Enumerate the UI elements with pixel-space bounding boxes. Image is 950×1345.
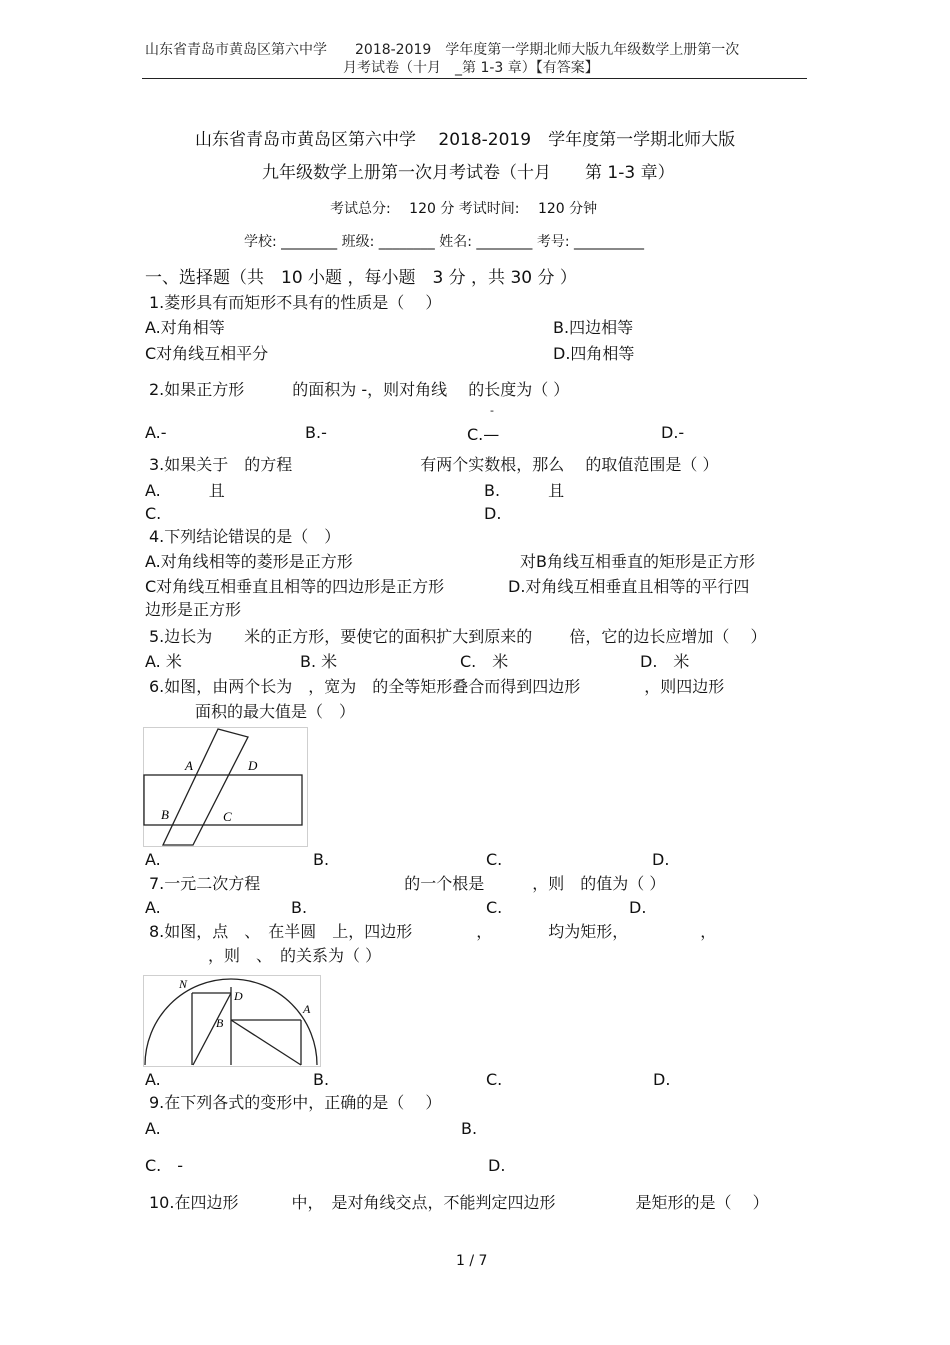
q6-option-b: B.	[313, 850, 330, 869]
q9-option-a: A.	[145, 1119, 161, 1138]
q2-option-c-mark: -	[490, 404, 494, 417]
q1-option-b: B.四边相等	[553, 318, 634, 337]
q8-diagonal-ac	[231, 1020, 301, 1065]
q5-option-a: A. 米	[145, 652, 182, 671]
q2-option-d: D.-	[661, 423, 685, 442]
q5-option-b: B. 米	[300, 652, 338, 671]
q3-stem: 3.如果关于 的方程 有两个实数根，那么 的取值范围是（ ）	[149, 455, 719, 474]
q5-stem: 5.边长为 米的正方形，要使它的面积扩大到原来的 倍，它的边长应增加（ ）	[149, 627, 767, 646]
q6-option-c: C.	[486, 850, 503, 869]
q1-option-c: C对角线互相平分	[145, 344, 269, 363]
q8-option-d: D.	[653, 1070, 671, 1089]
q6-label-d: D	[248, 758, 258, 773]
q6-figure-frame	[144, 728, 308, 847]
q3-option-d: D.	[484, 504, 502, 523]
running-header-line1: 山东省青岛市黄岛区第六中学 2018-2019 学年度第一学期北师大版九年级数学上册第一次	[145, 42, 740, 58]
q8-stem: 8.如图，点 、 在半圆 上，四边形 ， 均为矩形， ，	[149, 922, 717, 941]
q4-stem: 4.下列结论错误的是（ ）	[149, 527, 341, 546]
q7-option-c: C.	[486, 898, 503, 917]
q1-stem: 1.菱形具有而矩形不具有的性质是（ ）	[149, 293, 442, 312]
header-rule	[142, 78, 807, 79]
q2-option-c: C.—	[467, 425, 500, 444]
q8-label-d: D	[234, 989, 243, 1003]
q8-diagonal-mn	[193, 993, 231, 1065]
q8-label-b: B	[216, 1016, 224, 1030]
q3-option-c: C.	[145, 504, 162, 523]
q4-option-c: C对角线互相垂直且相等的四边形是正方形	[145, 577, 445, 596]
q2-option-a: A.-	[145, 423, 167, 442]
q3-option-b: B. 且	[484, 481, 565, 500]
q6-label-b: B	[161, 807, 169, 822]
student-info-line: 学校: ________ 班级: ________ 姓名: ________ 考号: __________	[244, 234, 645, 250]
q5-option-c: C. 米	[460, 652, 509, 671]
q6-figure-overlapping-rectangles	[143, 727, 308, 847]
q2-option-b: B.-	[305, 423, 327, 442]
q7-stem: 7.一元二次方程 的一个根是 ，则 的值为（ ）	[149, 874, 666, 893]
q6-stem: 6.如图，由两个长为 ，宽为 的全等矩形叠合而得到四边形 ，则四边形	[149, 677, 725, 696]
q1-option-a: A.对角相等	[145, 318, 225, 337]
q6-option-d: D.	[652, 850, 670, 869]
q7-option-d: D.	[629, 898, 647, 917]
q9-option-c: C. -	[145, 1156, 184, 1175]
page-number: 1 / 7	[456, 1253, 488, 1269]
section-heading: 一、选择题（共 10 小题 ，每小题 3 分 ，共 30 分 ）	[145, 268, 577, 288]
q4-option-d: D.对角线互相垂直且相等的平行四	[508, 577, 750, 596]
q6-slanted-rectangle	[163, 729, 248, 845]
q6-option-a: A.	[145, 850, 161, 869]
q8-label-n: N	[179, 977, 188, 991]
exam-title-line2: 九年级数学上册第一次月考试卷（十月 第 1-3 章）	[262, 163, 675, 183]
q6-stem-cont: 面积的最大值是（ ）	[195, 702, 356, 721]
q8-figure-semicircle	[143, 975, 321, 1067]
q6-label-c: C	[223, 809, 232, 824]
exam-meta: 考试总分: 120 分 考试时间: 120 分钟	[330, 201, 598, 217]
q8-label-a: A	[303, 1002, 311, 1016]
q3-option-a: A. 且	[145, 481, 225, 500]
q6-label-a: A	[185, 758, 193, 773]
q2-stem: 2.如果正方形 的面积为 -，则对角线 的长度为（ ）	[149, 380, 570, 399]
q1-option-d: D.四角相等	[553, 344, 635, 363]
q9-option-d: D.	[488, 1156, 506, 1175]
exam-title-line1: 山东省青岛市黄岛区第六中学 2018-2019 学年度第一学期北师大版	[195, 130, 736, 150]
q7-option-a: A.	[145, 898, 161, 917]
running-header-line2: 月考试卷（十月 _第 1-3 章）【有答案】	[343, 60, 599, 76]
q4-option-b: 对B角线互相垂直的矩形是正方形	[520, 552, 755, 571]
q10-stem: 10.在四边形 中， 是对角线交点，不能判定四边形 是矩形的是（ ）	[149, 1193, 769, 1212]
q8-stem-cont: ，则 、 的关系为（ ）	[208, 946, 382, 965]
q8-option-b: B.	[313, 1070, 330, 1089]
q4-option-a: A.对角线相等的菱形是正方形	[145, 552, 353, 571]
q9-stem: 9.在下列各式的变形中，正确的是（ ）	[149, 1093, 442, 1112]
q8-option-c: C.	[486, 1070, 503, 1089]
q8-option-a: A.	[145, 1070, 161, 1089]
q9-option-b: B.	[461, 1119, 478, 1138]
q5-option-d: D. 米	[640, 652, 690, 671]
q4-option-d-cont: 边形是正方形	[145, 600, 242, 619]
q7-option-b: B.	[291, 898, 308, 917]
